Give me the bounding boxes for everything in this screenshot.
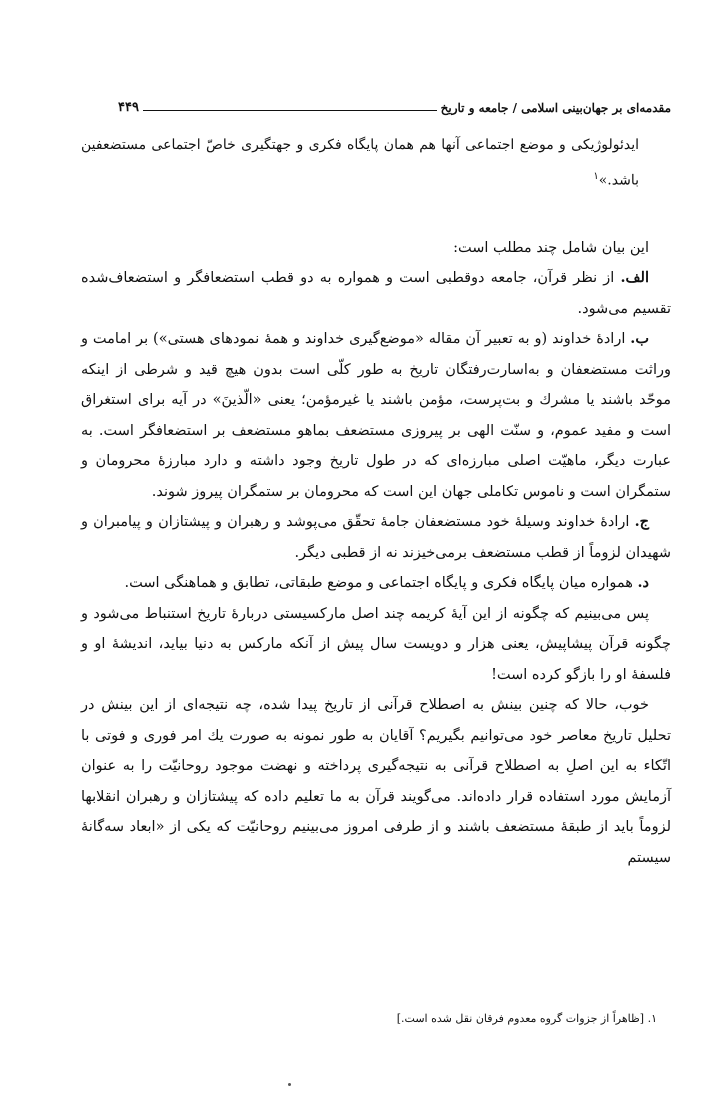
point-d-label: د. bbox=[637, 574, 649, 592]
point-b-text: ارادهٔ خداوند (و به تعبیر آن مقاله «موضع‌گیری خداوند و همهٔ نمودهای هستی») بر امامت و وراثت مستضعفان و به‌اسارت‌رفتگان تاریخ به طور کلّی است بدون هیچ قید و شرطی از اینکه موحّد باشند یا مشرك و بت‌پرست، مؤمن باشند یا غیرمؤمن؛ یعنی «الّذینَ» در آیه برای استغراق است و مفید عموم، و سنّت الهی بر پیروزی مستضعف بماهو مستضعف بر استضعافگر است. به عبارت دیگر، ماهیّت اصلی مبارزه‌ای که در طول تاریخ وجود داشته و دارد مبارزهٔ محرومان و ستمگران است و ناموس تکاملی جهان این است که محرومان بر ستمگران پیروز شوند. bbox=[81, 331, 671, 500]
intro-line: این بیان شامل چند مطلب است: bbox=[453, 239, 649, 256]
running-header bbox=[118, 88, 671, 114]
point-c-text: ارادهٔ خداوند وسیلهٔ خود مستضعفان جامهٔ تحقّق می‌پوشد و رهبران و پیشتازان و پیامبران و شهیدان لزوماً از قطب مستضعف برمی‌خیزند نه از قطبی دیگر. bbox=[81, 514, 671, 561]
point-c bbox=[81, 507, 671, 568]
page-speck bbox=[288, 1083, 291, 1086]
footnote-mark[interactable]: ۱ bbox=[593, 171, 599, 182]
point-d-text: همواره میان پایگاه فکری و پایگاه اجتماعی و موضع طبقاتی، تطابق و هماهنگی است. bbox=[124, 575, 633, 592]
point-a-text: از نظر قرآن، جامعه دوقطبی است و همواره به دو قطب استضعافگر و استضعاف‌شده تقسیم می‌شود. bbox=[81, 270, 671, 317]
footnote-number: ۱. bbox=[647, 1012, 657, 1025]
quote-text: ایدئولوژیکی و موضع اجتماعی آنها هم همان پایگاه فکری و جهتگیری خاصّ اجتماعی مستضعفین باشد.» bbox=[81, 137, 639, 189]
quote-block bbox=[81, 130, 671, 197]
body-text bbox=[81, 130, 671, 873]
point-a-label: الف. bbox=[620, 269, 649, 287]
footnote bbox=[87, 1010, 657, 1028]
paragraph-1: پس می‌بینیم که چگونه از این آیهٔ کریمه چند اصل مارکسیستی دربارهٔ تاریخ استنباط می‌شود و چگونه قرآن پیشاپیش، یعنی هزار و دویست سال پیش از آنکه مارکس به دنیا بیاید، اندیشهٔ او و فلسفهٔ او را بازگو کرده است! bbox=[81, 605, 671, 683]
header-rule bbox=[143, 110, 437, 111]
paragraph-2: خوب، حالا که چنین بینش به اصطلاح قرآنی از تاریخ پیدا شده، چه نتیجه‌ای از این بینش در تحلیل تاریخ معاصر خود می‌توانیم بگیریم؟ آقایان به طور نمونه به صورت يك امر فوری و فوتی با اتّکاء به این اصلِ به اصطلاح قرآنی به نتیجه‌گیری پرداخته و نهضت موجود روحانیّت را به عنوان آزمایش مورد استفاده قرار داده‌اند. می‌گویند قرآن به ما تعلیم داده که پیشتازان و رهبران انقلابها لزوماً باید از طبقهٔ مستضعف باشند و از طرفی امروز می‌بینیم روحانیّت که یکی از «ابعاد سه‌گانهٔ سیستم bbox=[81, 697, 671, 866]
point-b bbox=[81, 324, 671, 507]
point-d bbox=[81, 568, 671, 599]
point-a bbox=[81, 263, 671, 324]
page-number: ۴۴۹ bbox=[118, 100, 139, 115]
point-b-label: ب. bbox=[630, 330, 649, 348]
header-title: مقدمه‌ای بر جهان‌بینی اسلامی / جامعه و تاریخ bbox=[440, 101, 671, 115]
footnote-text: [ظاهراً از جزوات گروه معدوم فرقان نقل شده است.] bbox=[396, 1012, 645, 1025]
point-c-label: ج. bbox=[634, 513, 649, 531]
